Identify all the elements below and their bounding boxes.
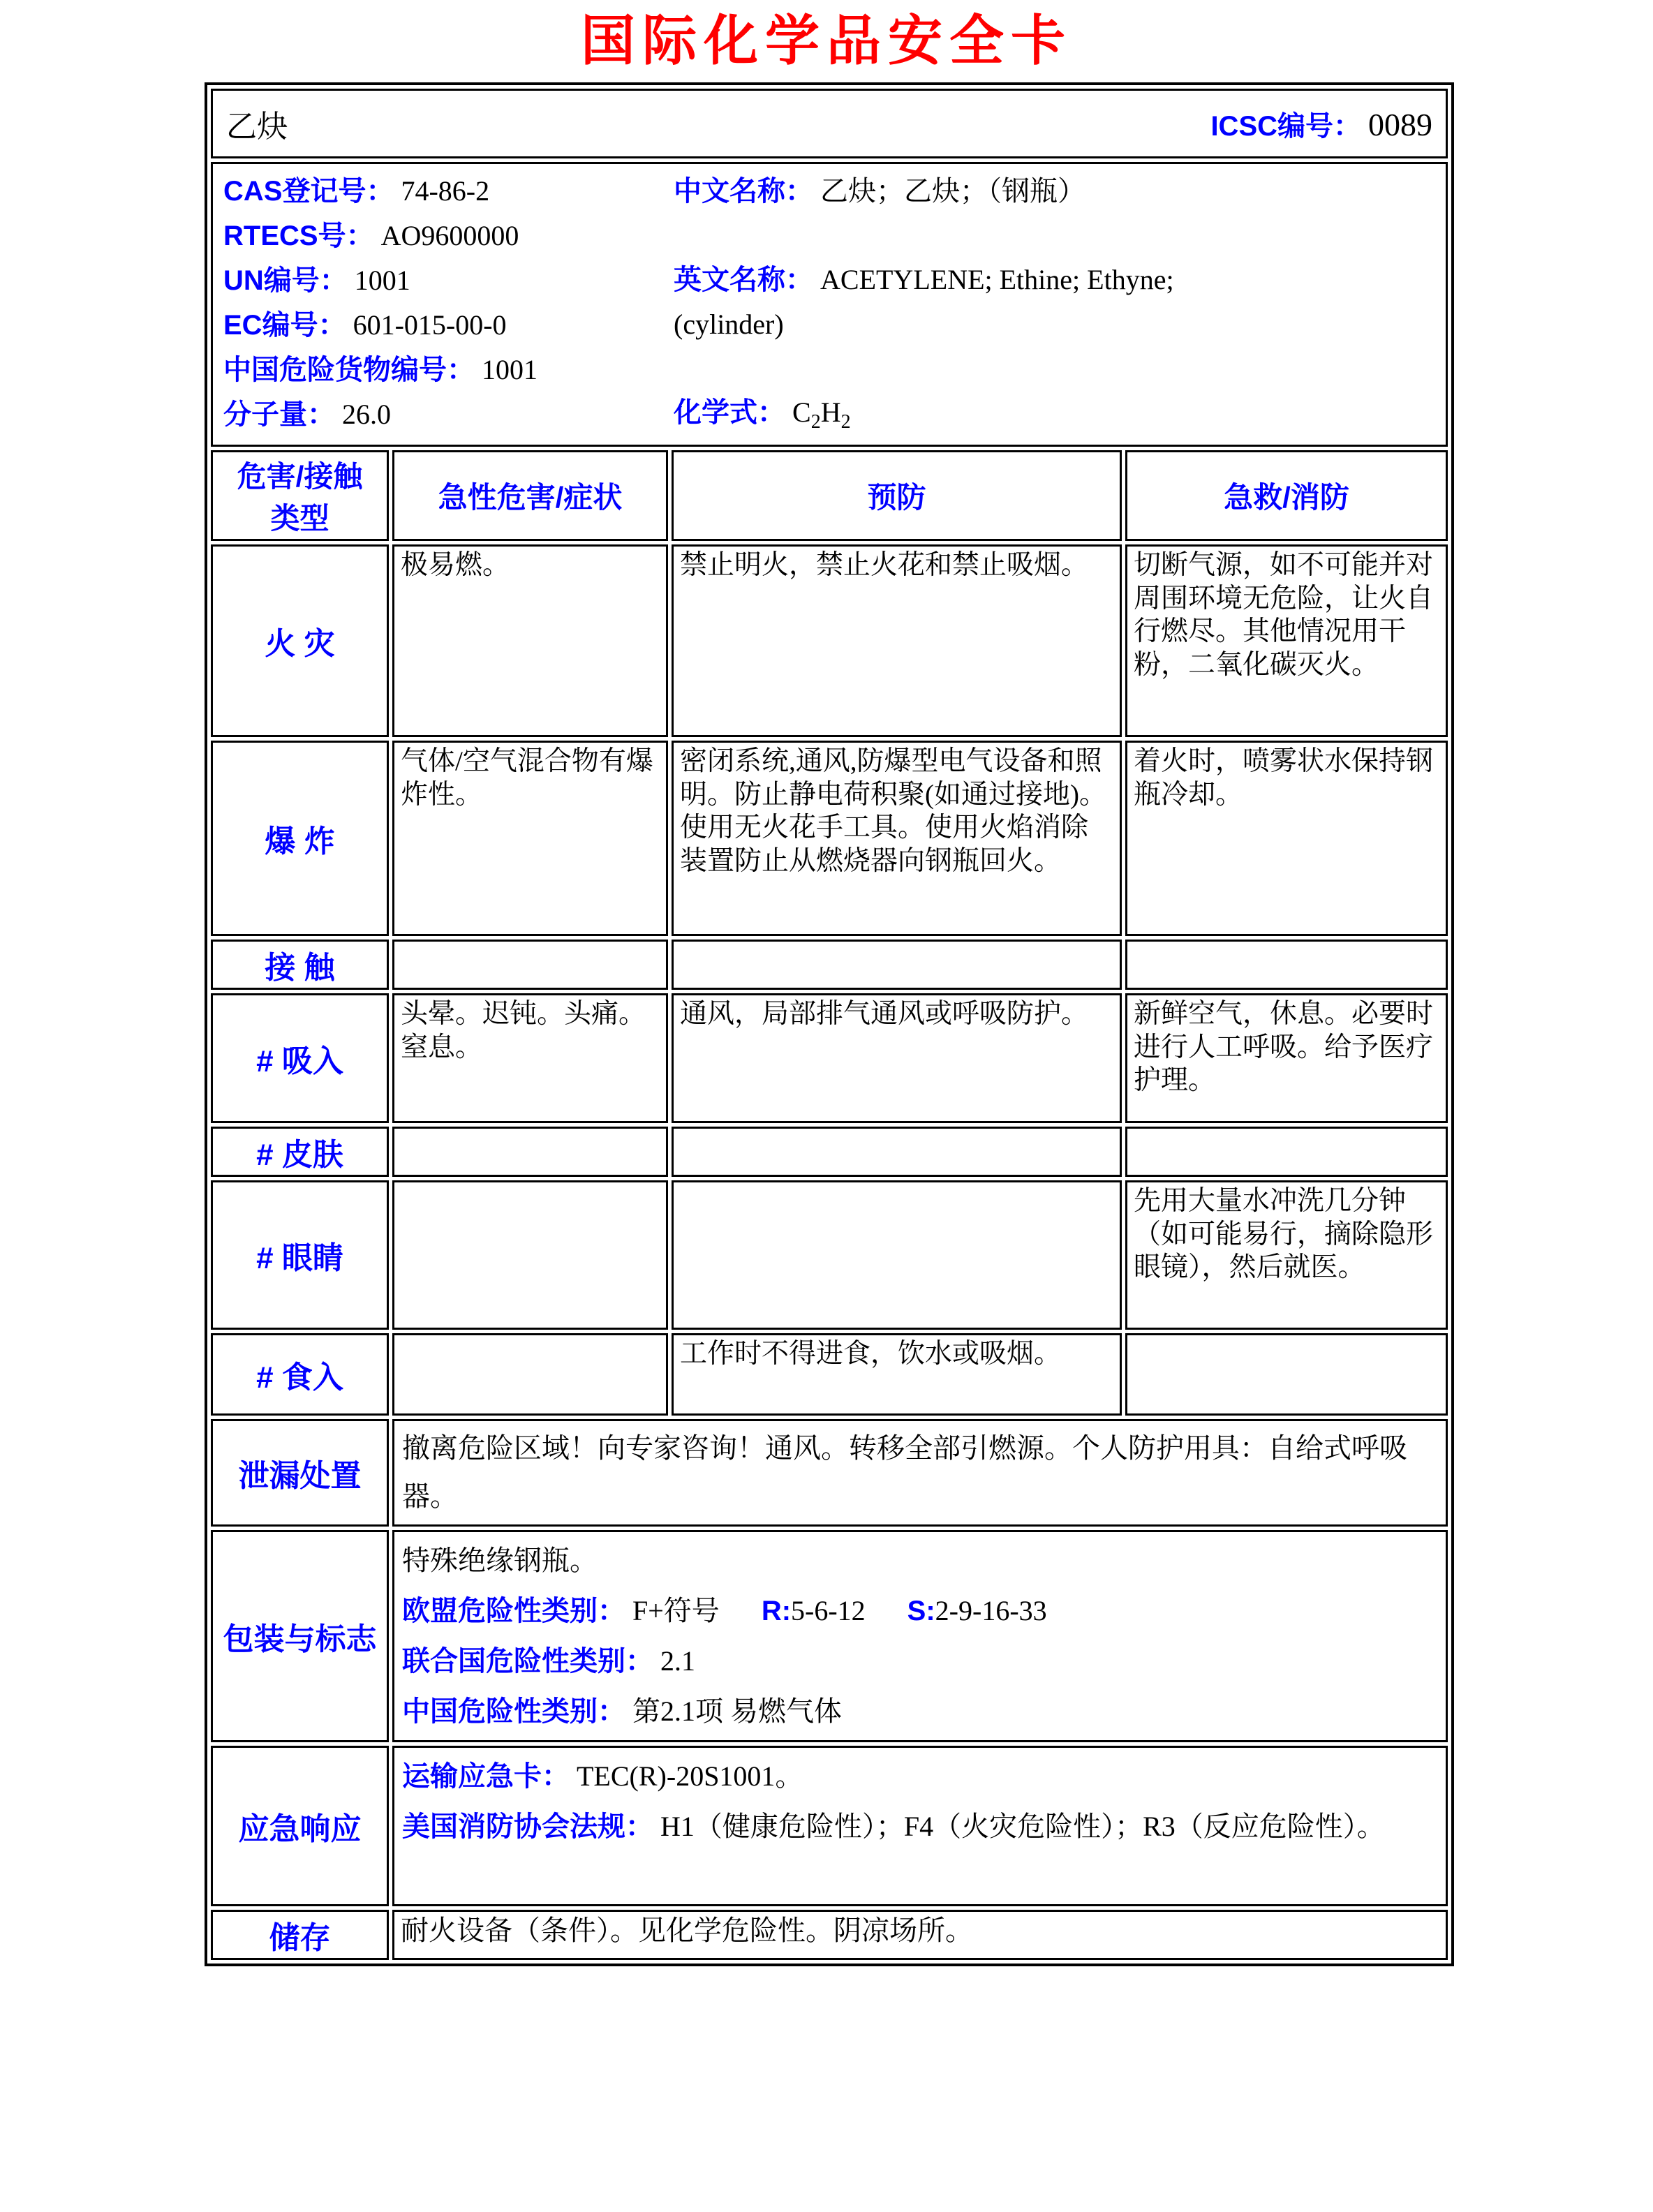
rtecs-value: AO9600000 bbox=[380, 220, 519, 251]
firstaid-text bbox=[1128, 942, 1445, 945]
firstaid-cell bbox=[1125, 1333, 1448, 1416]
icsc-card-table bbox=[205, 82, 1454, 1966]
cas-value: 74-86-2 bbox=[401, 175, 490, 207]
packaging-labelling-row bbox=[211, 1530, 1448, 1742]
symptoms-cell bbox=[392, 1333, 668, 1416]
un-class-value: 2.1 bbox=[660, 1645, 695, 1677]
emergency-content-cell bbox=[392, 1746, 1448, 1906]
cn-name-value: 乙炔；乙炔；（钢瓶） bbox=[820, 175, 1085, 207]
hazard-row-explosion bbox=[211, 741, 1448, 936]
rtecs-line bbox=[223, 214, 674, 258]
substance-name: 乙炔 bbox=[226, 110, 288, 144]
en-name-value2: (cylinder) bbox=[674, 309, 784, 340]
firstaid-text: 新鲜空气，休息。必要时进行人工呼吸。给予医疗护理。 bbox=[1134, 999, 1434, 1096]
un-class-label: 联合国危险性类别： bbox=[402, 1645, 653, 1677]
card-header-cell bbox=[211, 89, 1448, 158]
cn-name-line bbox=[674, 169, 1445, 214]
cn-class-label: 中国危险性类别： bbox=[402, 1695, 625, 1727]
prevention-text: 禁止明火，禁止火花和禁止吸烟。 bbox=[680, 550, 1089, 580]
molweight-line bbox=[223, 392, 674, 437]
prevention-text: 通风，局部排气通风或呼吸防护。 bbox=[680, 999, 1089, 1029]
identification-cell bbox=[211, 162, 1448, 447]
eu-class-value: F+符号 bbox=[632, 1594, 720, 1626]
card-header-row bbox=[211, 89, 1448, 158]
symptoms-cell bbox=[392, 544, 668, 737]
header-acute-symptoms: 急性危害/症状 bbox=[392, 450, 668, 541]
en-name-label: 英文名称： bbox=[674, 265, 813, 295]
china-dg-line bbox=[223, 348, 674, 392]
prevention-cell bbox=[672, 1127, 1122, 1177]
section-label-packaging: 包装与标志 bbox=[211, 1530, 389, 1742]
formula-label: 化学式： bbox=[674, 397, 785, 428]
icsc-label: ICSC编号： bbox=[1210, 110, 1362, 142]
hazard-row-fire bbox=[211, 544, 1448, 737]
packaging-line-cylinder: 特殊绝缘钢瓶。 bbox=[402, 1544, 598, 1576]
nfpa-value: H1（健康危险性）；F4（火灾危险性）；R3（反应危险性）。 bbox=[660, 1810, 1385, 1842]
symptoms-cell bbox=[392, 993, 668, 1123]
chemical-formula: $C_2H_2$ bbox=[792, 396, 851, 433]
prevention-cell bbox=[672, 544, 1122, 737]
spill-content-cell bbox=[392, 1419, 1448, 1527]
prevention-cell bbox=[672, 940, 1122, 990]
hazard-row-contact bbox=[211, 940, 1448, 990]
en-name-line bbox=[674, 258, 1445, 302]
header-hazard-type-line2: 类型 bbox=[270, 502, 329, 535]
firstaid-cell bbox=[1125, 741, 1448, 936]
ec-value: 601-015-00-0 bbox=[353, 309, 507, 341]
packaging-line-cn bbox=[402, 1686, 1438, 1737]
eu-class-label: 欧盟危险性类别： bbox=[402, 1595, 625, 1626]
firstaid-text bbox=[1128, 1336, 1445, 1339]
symptoms-text: 头晕。迟钝。头痛。窒息。 bbox=[401, 999, 646, 1062]
firstaid-text: 先用大量水冲洗几分钟（如可能易行，摘除隐形眼镜），然后就医。 bbox=[1134, 1186, 1434, 1283]
firstaid-cell bbox=[1125, 544, 1448, 737]
prevention-text: 密闭系统,通风,防爆型电气设备和照明。防止静电荷积聚(如通过接地)。使用无火花手工具。使用火焰消除装置防止从燃烧器向钢瓶回火。 bbox=[680, 746, 1106, 876]
hazard-row-inhalation bbox=[211, 993, 1448, 1123]
hazard-type-label: # 眼睛 bbox=[211, 1180, 389, 1330]
en-name-value: ACETYLENE; Ethine; Ethyne; bbox=[820, 264, 1174, 295]
hazard-type-label: # 吸入 bbox=[211, 993, 389, 1123]
spacer-line2 bbox=[674, 346, 1445, 390]
section-label-spill: 泄漏处置 bbox=[211, 1419, 389, 1527]
storage-content-cell bbox=[392, 1910, 1448, 1960]
symptoms-text bbox=[395, 1336, 665, 1339]
header-hazard-type bbox=[211, 450, 389, 541]
r-phrases-label: R: bbox=[761, 1595, 792, 1626]
firstaid-cell bbox=[1125, 1180, 1448, 1330]
emergency-line-nfpa bbox=[402, 1802, 1438, 1852]
firstaid-text: 着火时，喷雾状水保持钢瓶冷却。 bbox=[1134, 746, 1434, 810]
prevention-text bbox=[674, 942, 1119, 945]
symptoms-text bbox=[395, 942, 665, 945]
symptoms-text bbox=[395, 1183, 665, 1186]
packaging-content-cell bbox=[392, 1530, 1448, 1742]
section-label-storage: 储存 bbox=[211, 1910, 389, 1960]
symptoms-text: 气体/空气混合物有爆炸性。 bbox=[401, 746, 653, 810]
s-phrases-label: S: bbox=[907, 1595, 935, 1626]
identification-left-column bbox=[223, 169, 674, 444]
un-value: 1001 bbox=[354, 265, 410, 296]
identification-row bbox=[211, 162, 1448, 447]
storage-row bbox=[211, 1910, 1448, 1960]
identification-right-column bbox=[674, 169, 1445, 444]
packaging-line-eu bbox=[402, 1586, 1438, 1636]
prevention-text bbox=[674, 1129, 1119, 1132]
firstaid-cell bbox=[1125, 993, 1448, 1123]
icsc-number-group bbox=[1210, 104, 1432, 144]
symptoms-cell bbox=[392, 1180, 668, 1330]
spill-text: 撤离危险区域！向专家咨询！通风。转移全部引燃源。个人防护用具：自给式呼吸器。 bbox=[402, 1432, 1407, 1512]
en-name-line2 bbox=[674, 302, 1445, 346]
storage-text: 耐火设备（条件）。见化学危险性。阴凉场所。 bbox=[401, 1914, 973, 1946]
page-title: 国际化学品安全卡 bbox=[580, 10, 1072, 71]
cas-line bbox=[223, 169, 674, 214]
r-phrases-value: 5-6-12 bbox=[791, 1594, 866, 1626]
symptoms-cell bbox=[392, 1127, 668, 1177]
hazard-type-label: 火 灾 bbox=[211, 544, 389, 737]
section-label-emergency: 应急响应 bbox=[211, 1746, 389, 1906]
symptoms-cell bbox=[392, 741, 668, 936]
prevention-cell bbox=[672, 741, 1122, 936]
un-label: UN编号： bbox=[223, 265, 348, 296]
hazard-row-eyes bbox=[211, 1180, 1448, 1330]
header-firstaid-firefighting: 急救/消防 bbox=[1125, 450, 1448, 541]
china-dg-label: 中国危险货物编号： bbox=[223, 355, 475, 385]
symptoms-text bbox=[395, 1129, 665, 1132]
formula-line bbox=[674, 390, 1445, 444]
hazard-type-label: # 食入 bbox=[211, 1333, 389, 1416]
prevention-text: 工作时不得进食，饮水或吸烟。 bbox=[680, 1339, 1062, 1369]
hazard-type-label: # 皮肤 bbox=[211, 1127, 389, 1177]
cas-label: CAS登记号： bbox=[223, 176, 394, 207]
hazard-header-row bbox=[211, 450, 1448, 541]
prevention-cell bbox=[672, 993, 1122, 1123]
spill-disposal-row bbox=[211, 1419, 1448, 1527]
icsc-number: 0089 bbox=[1368, 106, 1433, 142]
emergency-response-row bbox=[211, 1746, 1448, 1906]
ec-label: EC编号： bbox=[223, 310, 346, 341]
spacer-line bbox=[674, 214, 1445, 258]
molweight-label: 分子量： bbox=[223, 399, 335, 430]
firstaid-cell bbox=[1125, 1127, 1448, 1177]
prevention-cell bbox=[672, 1333, 1122, 1416]
header-hazard-type-line1: 危害/接触 bbox=[237, 460, 363, 493]
hazard-type-label: 接 触 bbox=[211, 940, 389, 990]
hazard-type-label: 爆 炸 bbox=[211, 741, 389, 936]
hazard-row-skin bbox=[211, 1127, 1448, 1177]
ec-line bbox=[223, 303, 674, 348]
tec-card-value: TEC(R)-20S1001。 bbox=[577, 1760, 803, 1792]
tec-card-label: 运输应急卡： bbox=[402, 1760, 570, 1792]
nfpa-label: 美国消防协会法规： bbox=[402, 1811, 653, 1842]
china-dg-value: 1001 bbox=[482, 354, 538, 385]
prevention-text bbox=[674, 1183, 1119, 1186]
firstaid-text bbox=[1128, 1129, 1445, 1132]
cn-class-value: 第2.1项 易燃气体 bbox=[632, 1695, 842, 1727]
prevention-cell bbox=[672, 1180, 1122, 1330]
emergency-line-tec bbox=[402, 1751, 1438, 1802]
header-prevention: 预防 bbox=[672, 450, 1122, 541]
packaging-line-un bbox=[402, 1636, 1438, 1686]
symptoms-cell bbox=[392, 940, 668, 990]
symptoms-text: 极易燃。 bbox=[401, 550, 510, 580]
molweight-value: 26.0 bbox=[342, 399, 391, 430]
hazard-row-ingestion bbox=[211, 1333, 1448, 1416]
cn-name-label: 中文名称： bbox=[674, 176, 813, 207]
firstaid-text: 切断气源，如不可能并对周围环境无危险，让火自行燃尽。其他情况用干粉，二氧化碳灭火。 bbox=[1134, 550, 1434, 680]
rtecs-label: RTECS号： bbox=[223, 221, 374, 251]
s-phrases-value: 2-9-16-33 bbox=[935, 1594, 1047, 1626]
un-line bbox=[223, 258, 674, 303]
firstaid-cell bbox=[1125, 940, 1448, 990]
